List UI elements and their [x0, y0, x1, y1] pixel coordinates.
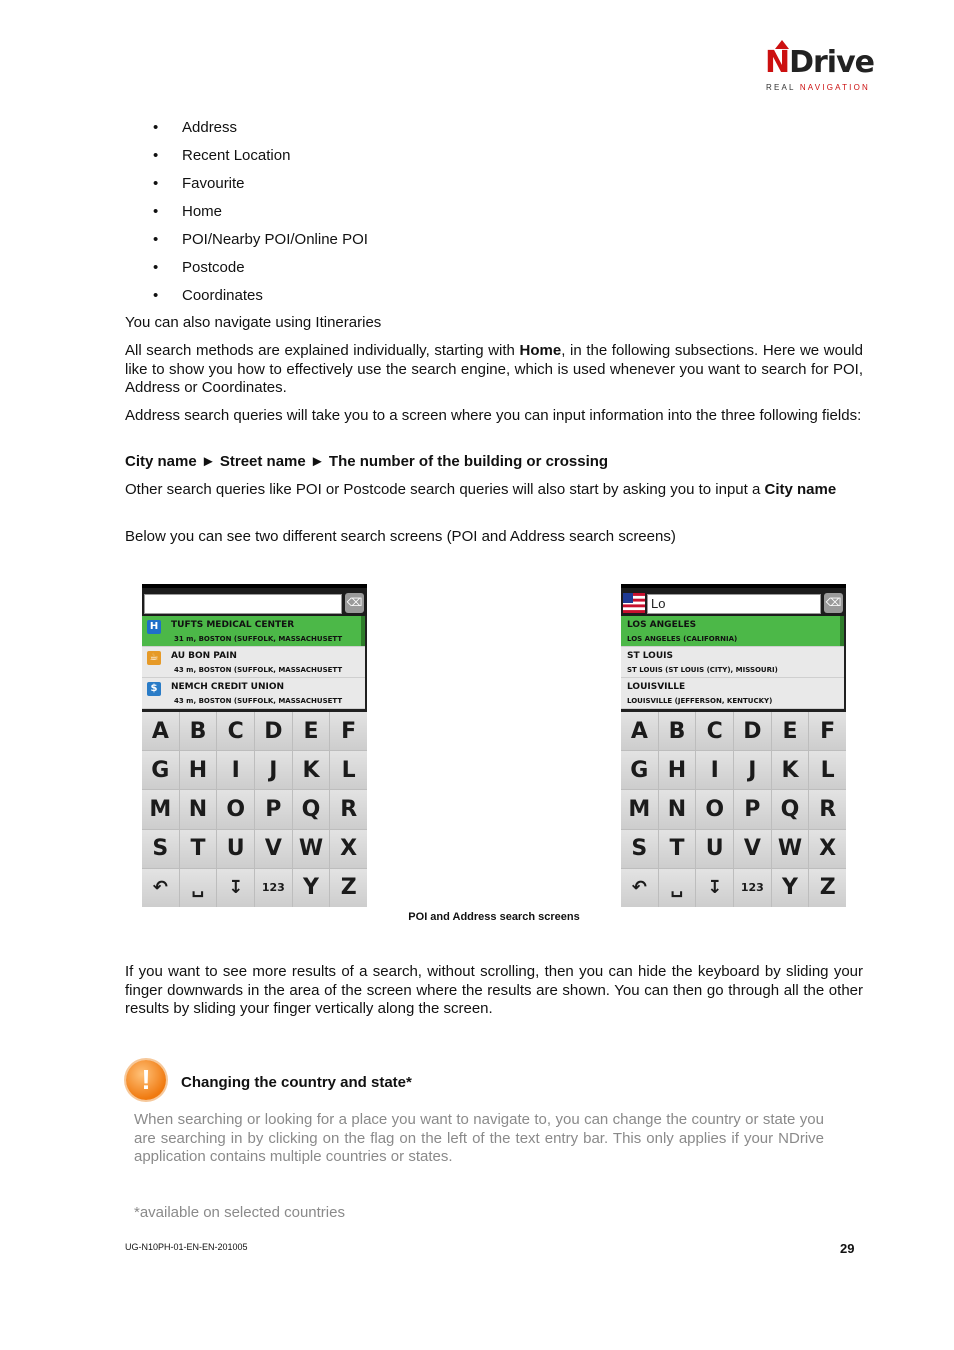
key-numbers[interactable]: 123: [734, 869, 771, 907]
key-h[interactable]: H: [659, 751, 696, 789]
key-o[interactable]: O: [217, 790, 254, 828]
key-c[interactable]: C: [696, 712, 733, 750]
key-z[interactable]: Z: [809, 869, 846, 907]
search-bar: [621, 584, 846, 616]
key-o[interactable]: O: [696, 790, 733, 828]
cafe-icon: ☕: [147, 651, 161, 665]
key-r[interactable]: R: [330, 790, 367, 828]
logo-brand-rest: Drive: [789, 45, 874, 80]
key-a[interactable]: A: [621, 712, 658, 750]
key-t[interactable]: T: [659, 830, 696, 868]
key-e[interactable]: E: [293, 712, 330, 750]
key-u[interactable]: U: [217, 830, 254, 868]
scrollbar[interactable]: [361, 616, 365, 646]
key-p[interactable]: P: [734, 790, 771, 828]
key-p[interactable]: P: [255, 790, 292, 828]
key-w[interactable]: W: [772, 830, 809, 868]
city-name-bold: City name: [764, 481, 837, 498]
key-k[interactable]: K: [293, 751, 330, 789]
document-code: UG-N10PH-01-EN-EN-201005: [125, 1242, 248, 1252]
list-item: • Home: [150, 198, 368, 226]
hospital-icon: H: [147, 620, 161, 634]
key-n[interactable]: N: [659, 790, 696, 828]
key-space[interactable]: ␣: [659, 869, 696, 907]
search-input[interactable]: Lo: [647, 594, 821, 614]
on-screen-keyboard: [621, 712, 846, 907]
key-l[interactable]: L: [330, 751, 367, 789]
key-y[interactable]: Y: [772, 869, 809, 907]
key-m[interactable]: M: [142, 790, 179, 828]
address-search-screen: [621, 584, 846, 907]
search-input[interactable]: [144, 594, 342, 614]
list-item: • Coordinates: [150, 282, 368, 310]
note-title: Changing the country and state*: [181, 1074, 412, 1091]
poi-search-screen: [142, 584, 367, 907]
itineraries-paragraph: You can also navigate using Itineraries: [125, 314, 382, 331]
search-methods-paragraph: All search methods are explained individually, starting with Home, in the following subsections. Here we would like to show you how to effectively use the search engine, which is used whenever you want to search for POI, Address or Coordinates.: [125, 342, 863, 396]
search-bar: [142, 584, 367, 616]
key-i[interactable]: I: [696, 751, 733, 789]
key-b[interactable]: B: [659, 712, 696, 750]
key-n[interactable]: N: [180, 790, 217, 828]
key-d[interactable]: D: [734, 712, 771, 750]
key-k[interactable]: K: [772, 751, 809, 789]
key-v[interactable]: V: [255, 830, 292, 868]
key-e[interactable]: E: [772, 712, 809, 750]
key-j[interactable]: J: [734, 751, 771, 789]
key-z[interactable]: Z: [330, 869, 367, 907]
key-y[interactable]: Y: [293, 869, 330, 907]
key-q[interactable]: Q: [772, 790, 809, 828]
key-c[interactable]: C: [217, 712, 254, 750]
key-s[interactable]: S: [621, 830, 658, 868]
on-screen-keyboard: [142, 712, 367, 907]
key-f[interactable]: F: [330, 712, 367, 750]
logo-tag-rest: NAVIGATION: [799, 83, 870, 92]
list-item[interactable]: ☕ AU BON PAIN 43 m, BOSTON (SUFFOLK, MASSACHUSETT: [142, 647, 365, 678]
delete-button[interactable]: ⌫: [345, 593, 364, 613]
list-item[interactable]: LOS ANGELES LOS ANGELES (CALIFORNIA): [621, 616, 844, 647]
key-b[interactable]: B: [180, 712, 217, 750]
logo-tag-first: REAL: [766, 83, 800, 92]
fields-line: City name ► Street name ► The number of the building or crossing: [125, 453, 609, 470]
key-g[interactable]: G: [621, 751, 658, 789]
key-l[interactable]: L: [809, 751, 846, 789]
key-d[interactable]: D: [255, 712, 292, 750]
home-bold: Home: [519, 342, 562, 359]
address-queries-paragraph: Address search queries will take you to a screen where you can input information into the three following fields:: [125, 407, 862, 424]
key-h[interactable]: H: [180, 751, 217, 789]
list-item[interactable]: $ NEMCH CREDIT UNION 43 m, BOSTON (SUFFOLK, MASSACHUSETT: [142, 678, 365, 709]
key-hide-keyboard[interactable]: ↧: [696, 869, 733, 907]
key-j[interactable]: J: [255, 751, 292, 789]
key-f[interactable]: F: [809, 712, 846, 750]
key-x[interactable]: X: [330, 830, 367, 868]
us-flag-icon[interactable]: [623, 593, 645, 613]
below-paragraph: Below you can see two different search screens (POI and Address search screens): [125, 528, 676, 545]
key-a[interactable]: A: [142, 712, 179, 750]
key-x[interactable]: X: [809, 830, 846, 868]
logo-brand-first: N: [765, 45, 790, 80]
list-item[interactable]: LOUISVILLE LOUISVILLE (JEFFERSON, KENTUCKY): [621, 678, 844, 709]
key-v[interactable]: V: [734, 830, 771, 868]
ndrive-logo: [765, 44, 874, 96]
key-u[interactable]: U: [696, 830, 733, 868]
key-t[interactable]: T: [180, 830, 217, 868]
key-hide-keyboard[interactable]: ↧: [217, 869, 254, 907]
page-number: 29: [840, 1241, 855, 1256]
list-item[interactable]: H TUFTS MEDICAL CENTER 31 m, BOSTON (SUFFOLK, MASSACHUSETT: [142, 616, 365, 647]
note-body: When searching or looking for a place you want to navigate to, you can change the country or state you are searching in by clicking on the flag on the left of the text entry bar. This only applies if your NDrive application contains multiple countries or states.: [134, 1111, 824, 1165]
list-item: • Favourite: [150, 170, 368, 198]
key-m[interactable]: M: [621, 790, 658, 828]
hide-keyboard-paragraph: If you want to see more results of a search, without scrolling, then you can hide the keyboard by sliding your finger downwards in the area of the screen where the results are shown. You can then go through all the other results by sliding your finger vertically along the screen.: [125, 963, 863, 1017]
key-q[interactable]: Q: [293, 790, 330, 828]
list-item: • Recent Location: [150, 142, 368, 170]
bank-icon: $: [147, 682, 161, 696]
key-space[interactable]: ␣: [180, 869, 217, 907]
key-numbers[interactable]: 123: [255, 869, 292, 907]
scrollbar[interactable]: [840, 616, 844, 646]
warning-icon: !: [126, 1060, 166, 1100]
search-methods-list: [150, 114, 368, 310]
key-s[interactable]: S: [142, 830, 179, 868]
list-item: • POI/Nearby POI/Online POI: [150, 226, 368, 254]
key-back[interactable]: ↶: [142, 869, 179, 907]
list-item[interactable]: ST LOUIS ST LOUIS (ST LOUIS (CITY), MISSOURI): [621, 647, 844, 678]
other-queries-paragraph: Other search queries like POI or Postcode search queries will also start by asking you to input a City name: [125, 481, 837, 498]
key-r[interactable]: R: [809, 790, 846, 828]
key-i[interactable]: I: [217, 751, 254, 789]
key-g[interactable]: G: [142, 751, 179, 789]
key-w[interactable]: W: [293, 830, 330, 868]
list-item: • Address: [150, 114, 368, 142]
list-item: • Postcode: [150, 254, 368, 282]
availability-note: *available on selected countries: [134, 1204, 345, 1221]
delete-button[interactable]: ⌫: [824, 593, 843, 613]
figure-caption: POI and Address search screens: [408, 911, 580, 923]
key-back[interactable]: ↶: [621, 869, 658, 907]
